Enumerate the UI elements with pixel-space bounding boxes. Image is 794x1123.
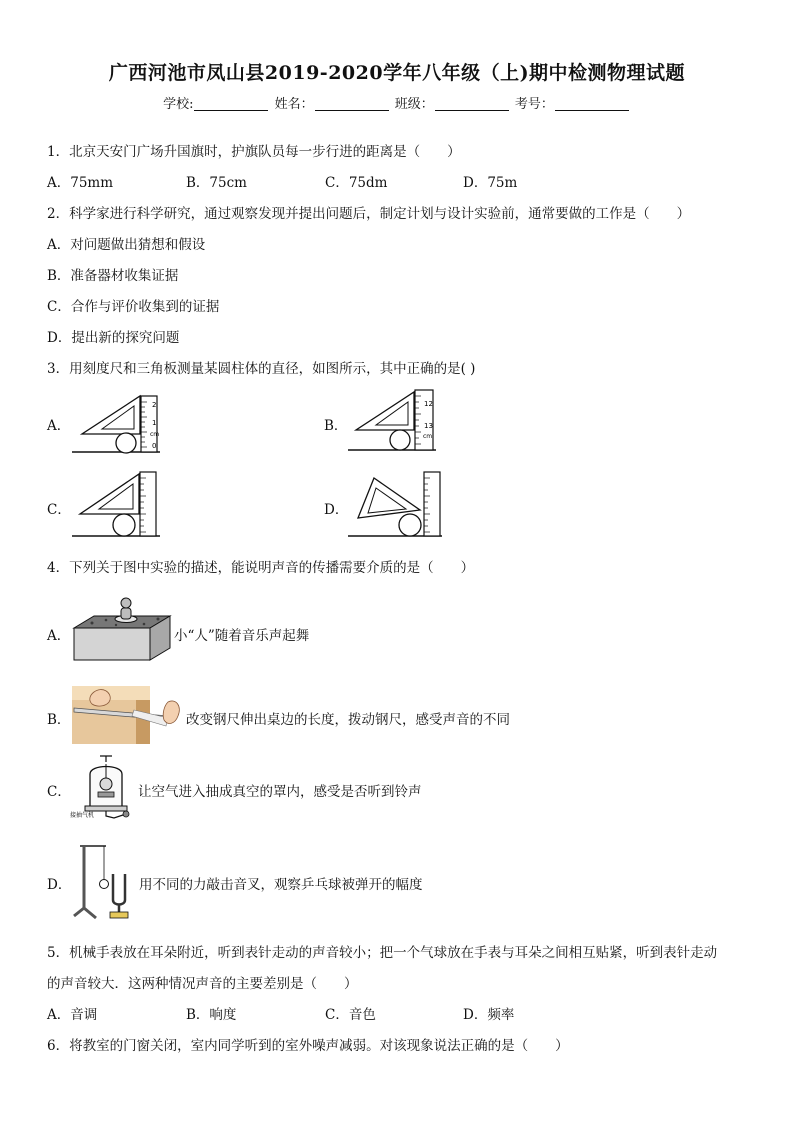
q4-option-b-caption: 改变钢尺伸出桌边的长度，拨动钢尺，感受声音的不同 [186,712,510,728]
q3-option-b-label[interactable]: B． [324,418,348,434]
exam-number-blank[interactable] [555,96,629,111]
q2-option-b[interactable]: B．准备器材收集证据 [47,268,179,284]
q3-option-a-label[interactable]: A． [47,418,71,434]
q3-figure-b [348,386,438,456]
class-blank[interactable] [435,96,509,111]
q1-stem: 1．北京天安门广场升国旗时，护旗队员每一步行进的距离是（ ） [47,144,461,160]
name-blank[interactable] [315,96,389,111]
q4-option-a-label[interactable]: A． [47,628,71,644]
q3a-ruler-mark-zero: 0 [152,442,157,450]
q3-stem: 3．用刻度尺和三角板测量某圆柱体的直径，如图所示，其中正确的是( ) [47,361,476,377]
q3b-ruler-mark-mid: 13 [424,422,433,430]
q4-stem: 4．下列关于图中实验的描述，能说明声音的传播需要介质的是（ ） [47,560,475,576]
q4-figure-b-steel-ruler [72,686,184,744]
q5-stem-line1: 5．机械手表放在耳朵附近，听到表针走动的声音较小；把一个气球放在手表与耳朵之间相互贴紧，听到表针走动 [47,945,718,961]
q2-option-d[interactable]: D．提出新的探究问题 [47,330,180,346]
q3a-ruler-mark-top: 2 [152,401,157,409]
q5-option-c[interactable]: C．音色 [325,1007,376,1023]
q4-option-d-label[interactable]: D． [47,877,72,893]
q5-option-b[interactable]: B．响度 [186,1007,237,1023]
q2-option-a[interactable]: A．对问题做出猜想和假设 [47,237,206,253]
q3b-ruler-mark-top: 12 [424,400,433,408]
q3-figure-c [72,470,162,542]
q2-stem: 2．科学家进行科学研究，通过观察发现并提出问题后，制定计划与设计实验前，通常要做的工作是（ ） [47,206,691,222]
q2-option-c[interactable]: C．合作与评价收集到的证据 [47,299,220,315]
name-label: 姓名： [274,97,314,112]
q4-figure-d-tuning-fork [70,838,142,922]
q3-option-d-label[interactable]: D． [324,502,349,518]
q4c-pump-label: 接抽气机 [70,812,95,819]
q3a-ruler-mark-mid: 1 [152,419,157,427]
q4-figure-a-speaker-box [72,594,172,664]
school-blank[interactable] [194,96,268,111]
student-info-line [0,93,794,112]
q1-option-a[interactable]: A．75mm [47,175,114,191]
q4-option-d-caption: 用不同的力敲击音叉，观察乒乓球被弹开的幅度 [139,877,423,893]
exam-number-label: 考号： [514,97,554,112]
q3b-ruler-unit: cm [423,433,433,440]
school-label: 学校: [163,97,194,112]
q5-stem-line2: 的声音较大．这两种情况声音的主要差别是（ ） [47,976,358,992]
q5-option-a[interactable]: A．音调 [47,1007,98,1023]
q4-option-c-caption: 让空气进入抽成真空的罩内，感受是否听到铃声 [138,784,422,800]
class-label: 班级： [394,97,434,112]
q1-option-d[interactable]: D．75m [463,175,518,191]
q1-option-c[interactable]: C．75dm [325,175,388,191]
q5-option-d[interactable]: D．频率 [463,1007,515,1023]
q4-option-a-caption: 小“人”随着音乐声起舞 [174,628,310,644]
q4-option-b-label[interactable]: B． [47,712,71,728]
q4-option-c-label[interactable]: C． [47,784,71,800]
q3-figure-a [72,392,162,458]
q1-option-b[interactable]: B．75cm [186,175,247,191]
q3-option-c-label[interactable]: C． [47,502,71,518]
q3-figure-d [348,470,444,542]
q4-figure-c-bell-jar [70,752,140,824]
page-title: 广西河池市凤山县2019-2020学年八年级（上)期中检测物理试题 [108,62,686,84]
q3a-ruler-unit: cm [150,431,160,438]
q6-stem: 6．将教室的门窗关闭，室内同学听到的室外噪声减弱。对该现象说法正确的是（ ） [47,1038,569,1054]
